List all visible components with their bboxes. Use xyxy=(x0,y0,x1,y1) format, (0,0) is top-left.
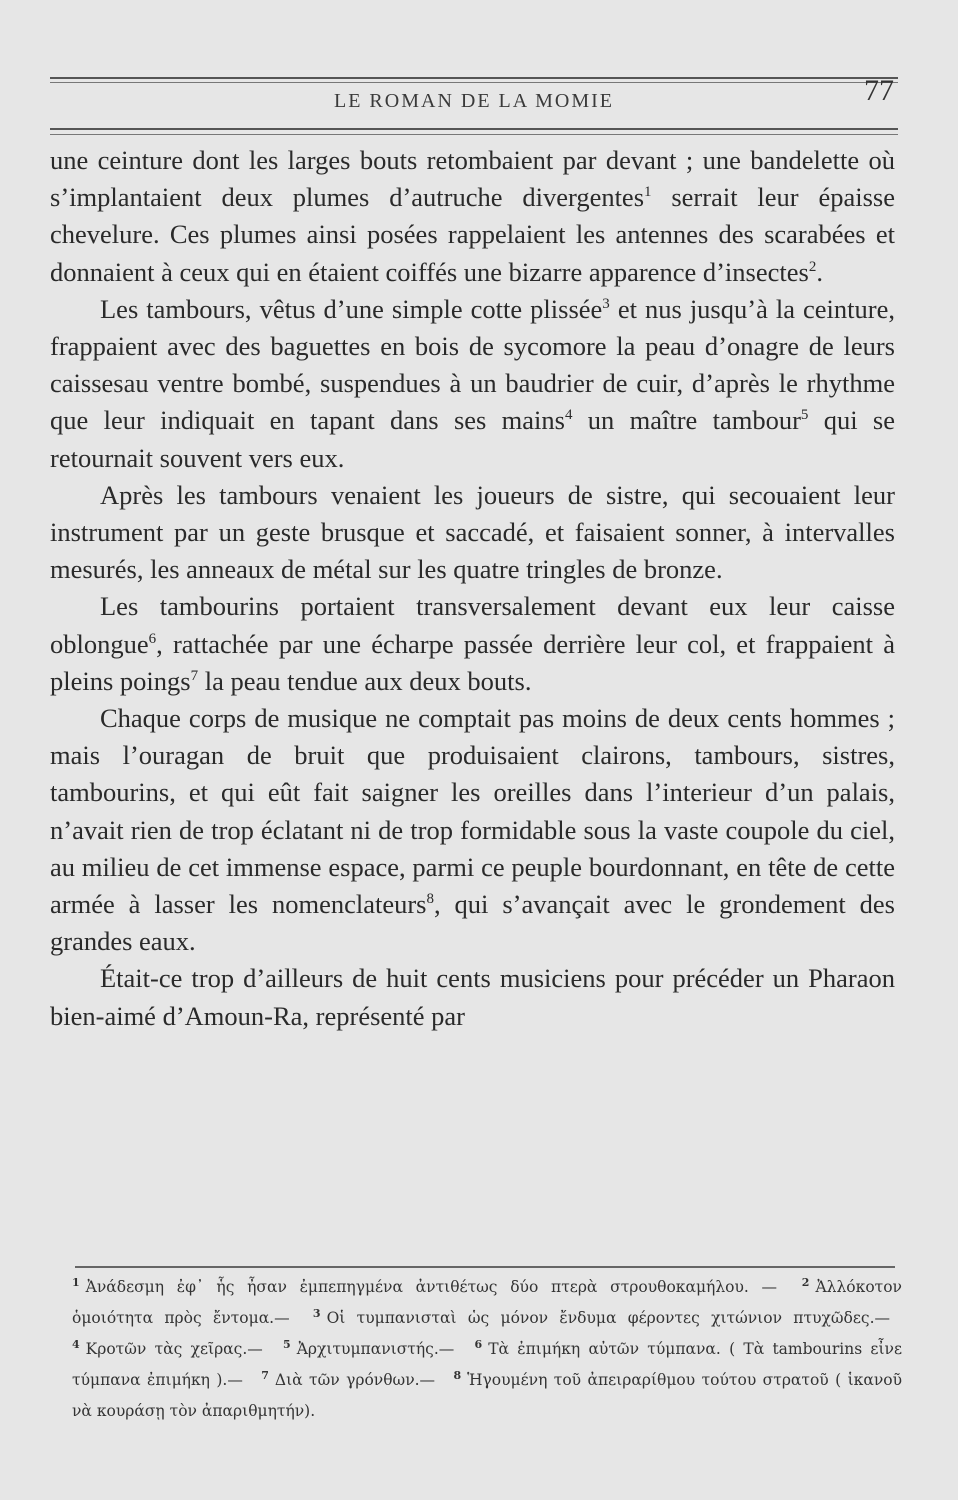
body-text xyxy=(50,142,895,1035)
page-number: 77 xyxy=(864,74,894,107)
footnote: $^1$ Ἀνάδεσμη ἐφ᾽ ἧς ἦσαν ἐμπεπηγμένα ἀντιθέτως δύο πτερὰ στρουθοκαμήλου. — xyxy=(72,1275,778,1296)
footnote-ref: 4 xyxy=(564,407,573,424)
paragraph: Chaque corps de musique ne comptait pas moins de deux cents hommes ; mais l’ouragan de bruit que produisaient clairons, tambours, sistres, tambourins, et qui eût fait saigner les oreilles dans l’interieur d’un palais, n’avait rien de trop éclatant ni de trop formidable sous la vaste coupole du ciel, au milieu de cet immense espace, parmi ce peuple bourdonnant, en tête de cette armée à lasser les nomenclateurs$^8$, qui s’avançait avec le grondement des grandes eaux. xyxy=(50,703,895,957)
paragraph: Les tambourins portaient transversalement devant eux leur caisse oblongue$^6$, rattachée par une écharpe passée derrière leur col, et frappaient à pleins poings$^7$ la peau tendue aux deux bouts. xyxy=(50,591,895,696)
footnote-rule xyxy=(75,1266,895,1268)
header-rule-bottom-thin xyxy=(50,134,898,135)
footnote-ref: 8 xyxy=(426,891,434,908)
header-rule-bottom xyxy=(50,128,898,130)
header-rule-top xyxy=(50,77,898,79)
paragraph: Les tambours, vêtus d’une simple cotte plissée$^3$ et nus jusqu’à la ceinture, frappaient avec des baguettes en bois de sycomore la peau d’onagre de leurs caissesau ventre bombé, suspendues à un baudrier de cuir, d’après le rhythme que leur indiquait en tapant dans ses mains$^4$ un maître tambour$^5$ qui se retournait souvent vers eux. xyxy=(50,293,896,473)
footnote-ref: 1 xyxy=(644,184,652,201)
footnote-ref: 7 xyxy=(190,668,199,685)
footnote-ref: 3 xyxy=(602,295,610,312)
footnote-ref: 6 xyxy=(148,630,157,647)
footnote: $^3$ Οἱ τυμπανισταὶ ὡς μόνον ἔνδυμα φέροντες χιτώνιον πτυχῶδες.— xyxy=(312,1306,890,1327)
paragraph: Était-ce trop d’ailleurs de huit cents musiciens pour précéder un Pharaon bien-aimé d’Amoun-Ra, représenté par xyxy=(50,963,895,1031)
paragraph: une ceinture dont les larges bouts retombaient par devant ; une bandelette où s’implantaient deux plumes d’autruche divergentes$^1$ serrait leur épaisse chevelure. Ces plumes ainsi posées rappelaient les antennes des scarabées et donnaient à ceux qui en étaient coiffés une bizarre apparence d’insectes$^2$. xyxy=(50,145,895,287)
footnote: $^8$ Ἡγουμένη τοῦ ἀπειραρίθμου τούτου στρατοῦ ( ἱκανοῦ νὰ κουράσῃ τὸν ἀπαριθμητήν). xyxy=(72,1368,903,1420)
running-title: LE ROMAN DE LA MOMIE xyxy=(334,90,614,112)
page-header xyxy=(50,74,898,122)
footnote-ref: 2 xyxy=(808,258,817,275)
footnote: $^2$ Ἀλλόκοτον ὁμοιότητα πρὸς ἔντομα.— xyxy=(72,1275,902,1327)
footnote: $^4$ Κροτῶν τὰς χεῖρας.— xyxy=(72,1337,263,1358)
footnotes xyxy=(72,1272,902,1427)
header-rule-top-thin xyxy=(50,82,898,83)
footnote: $^7$ Διὰ τῶν γρόνθων.— xyxy=(261,1368,436,1389)
paragraph: Après les tambours venaient les joueurs de sistre, qui secouaient leur instrument par un geste brusque et saccadé, et faisaient sonner, à intervalles mesurés, les anneaux de métal sur les quatre tringles de bronze. xyxy=(50,479,895,585)
footnote: $^6$ Τὰ ἐπιμήκη αὐτῶν τύμπανα. ( Τὰ tambourins εἶνε τύμπανα ἐπιμήκη ).— xyxy=(72,1337,902,1389)
footnote: $^5$ Ἀρχιτυμπανιστής.— xyxy=(283,1337,455,1358)
footnote-ref: 5 xyxy=(800,407,809,424)
